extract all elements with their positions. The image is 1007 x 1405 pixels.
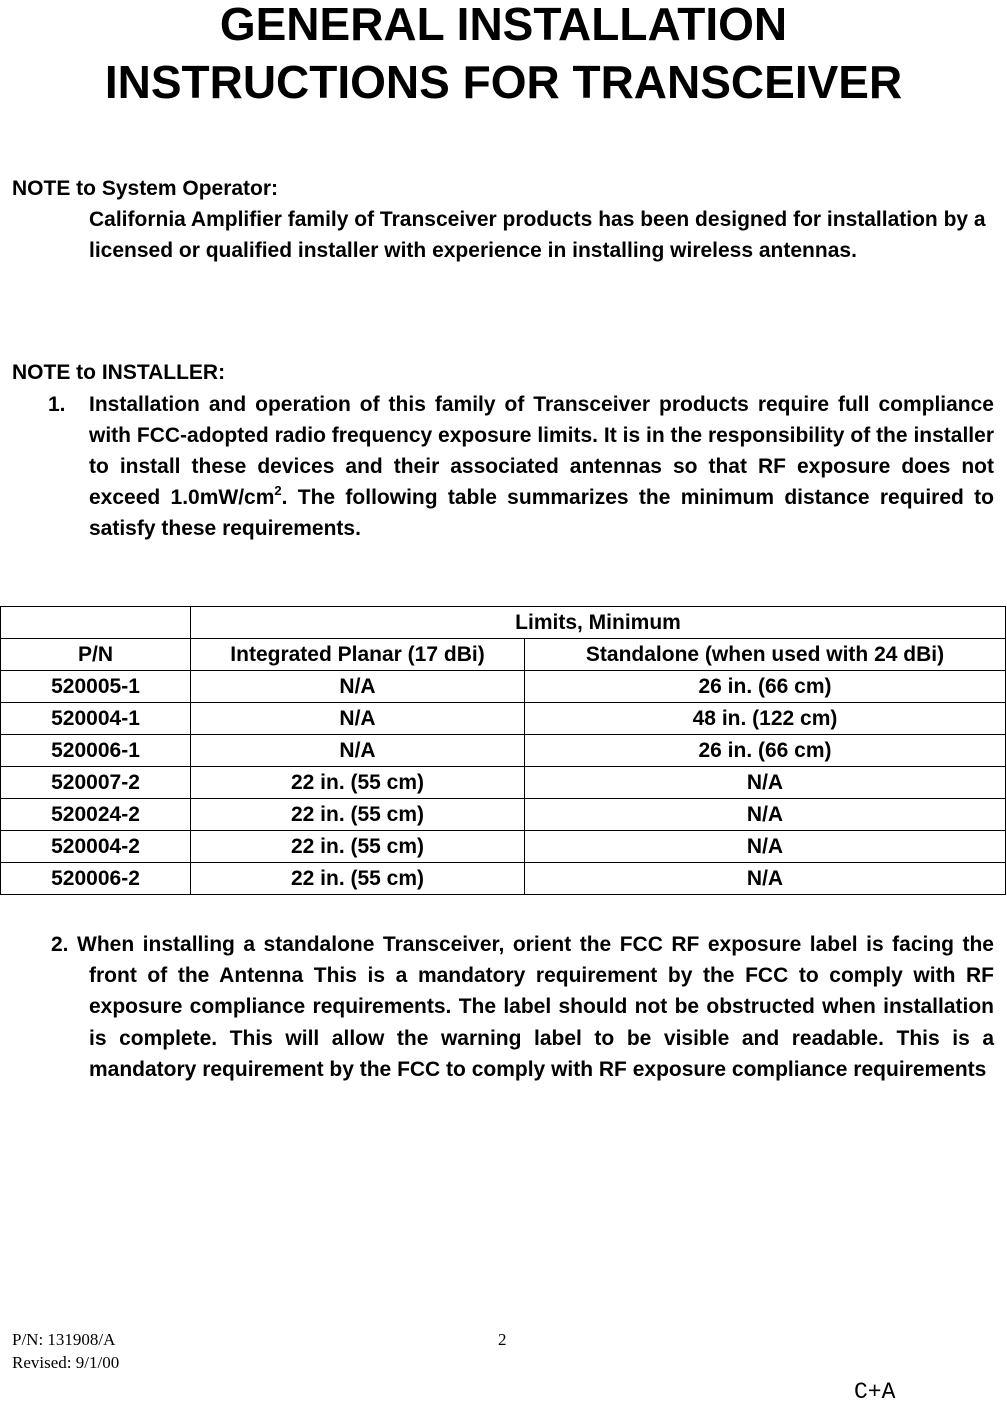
table-column-header-row: [1, 639, 1006, 671]
item-1-text-tail: . The following table summarizes the minimum distance required to satisfy these requirements.: [89, 486, 994, 540]
operator-note-text: California Amplifier family of Transceiver products has been designed for installation by a licensed or qualified installer with experience in installing wireless antennas.: [89, 208, 986, 262]
table-cell-integrated: 22 in. (55 cm): [191, 799, 525, 831]
column-header-standalone: Standalone (when used with 24 dBi): [525, 639, 1006, 671]
table-cell-integrated: N/A: [191, 671, 525, 703]
item-1-text: [89, 389, 994, 544]
column-header-integrated-planar: Integrated Planar (17 dBi): [191, 639, 525, 671]
table-row: [1, 735, 1006, 767]
table-group-header: Limits, Minimum: [191, 607, 1006, 639]
footer-part-number: P/N: 131908/A: [12, 1330, 116, 1349]
table-cell-standalone: N/A: [525, 831, 1006, 863]
table-cell-pn: 520007-2: [1, 767, 191, 799]
table-cell-pn: 520004-1: [1, 703, 191, 735]
table-cell-pn: 520005-1: [1, 671, 191, 703]
item-1-superscript: 2: [274, 483, 282, 498]
item-1-number: 1.: [48, 393, 66, 416]
item-2-text: 2. When installing a standalone Transceiver, orient the FCC RF exposure label is facing the front of the Antenna This is a mandatory requirement by the FCC to comply with RF exposure compliance requirements. The label should not be obstructed when installation is complete. This will allow the warning label to be visible and readable. This is a mandatory requirement by the FCC to comply with RF exposure compliance requirements: [51, 933, 994, 1081]
footer-page-number: 2: [498, 1330, 507, 1349]
exposure-limits-table: [0, 606, 1006, 895]
table-row: [1, 863, 1006, 895]
table-cell-pn: 520006-2: [1, 863, 191, 895]
table-cell-integrated: N/A: [191, 703, 525, 735]
table-group-header-row: [1, 607, 1006, 639]
table-row: [1, 671, 1006, 703]
table-cell-pn: 520006-1: [1, 735, 191, 767]
table-cell-pn: 520024-2: [1, 799, 191, 831]
table-cell-standalone: N/A: [525, 767, 1006, 799]
table-empty-corner-cell: [1, 607, 191, 639]
table-cell-integrated: 22 in. (55 cm): [191, 767, 525, 799]
table-row: [1, 703, 1006, 735]
table-row: [1, 799, 1006, 831]
table-row: [1, 831, 1006, 863]
table-cell-pn: 520004-2: [1, 831, 191, 863]
operator-note-heading: NOTE to System Operator:: [12, 177, 279, 200]
document-title-line-2: INSTRUCTIONS FOR TRANSCEIVER: [104, 56, 903, 108]
table-cell-standalone: N/A: [525, 863, 1006, 895]
footer-revised-date: Revised: 9/1/00: [12, 1353, 120, 1372]
footer-stamp: C+A: [854, 1379, 896, 1405]
table-cell-integrated: 22 in. (55 cm): [191, 831, 525, 863]
table-cell-standalone: 26 in. (66 cm): [525, 735, 1006, 767]
table-cell-standalone: 26 in. (66 cm): [525, 671, 1006, 703]
table-cell-standalone: N/A: [525, 799, 1006, 831]
table-cell-integrated: 22 in. (55 cm): [191, 863, 525, 895]
table-row: [1, 767, 1006, 799]
installer-note-heading: NOTE to INSTALLER:: [12, 361, 226, 384]
item-1-text-main: Installation and operation of this family of Transceiver products require full compliance with FCC-adopted radio frequency exposure limits. It is in the responsibility of the installer to install these devices and their associated antennas so that RF exposure does not exceed 1.0mW/cm: [89, 393, 994, 509]
document-title-line-1: GENERAL INSTALLATION: [219, 0, 788, 50]
table-cell-integrated: N/A: [191, 735, 525, 767]
table-cell-standalone: 48 in. (122 cm): [525, 703, 1006, 735]
column-header-pn: P/N: [1, 639, 191, 671]
